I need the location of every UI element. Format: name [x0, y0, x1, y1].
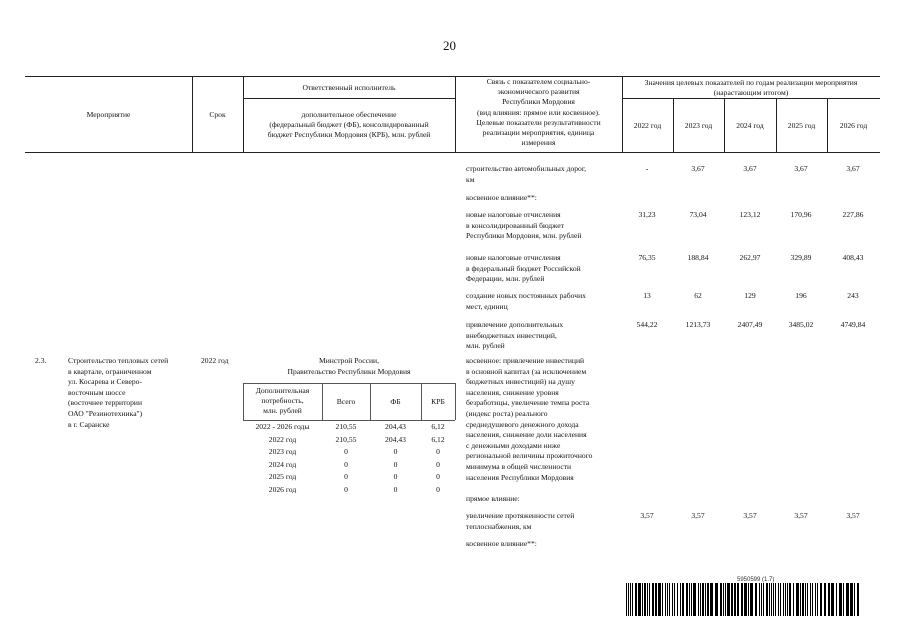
barcode-bar [632, 583, 633, 616]
barcode-bar [744, 583, 747, 616]
barcode-bars [626, 583, 860, 616]
funding-table-rule [243, 420, 455, 421]
funding-header-line: млн. рублей [263, 406, 302, 415]
barcode-bar [805, 583, 806, 616]
barcode-bar [737, 583, 739, 616]
indirect-line: населения, снижение уровня [466, 387, 559, 397]
barcode-bar [741, 583, 743, 616]
barcode-bar [810, 583, 811, 616]
header-values [622, 78, 880, 98]
value-cell: 3,67 [743, 164, 757, 173]
barcode-bar [655, 583, 657, 616]
indirect-line: минимума в общей численности [466, 461, 572, 471]
header-year: 2022 год [633, 121, 662, 130]
barcode-bar [647, 583, 648, 616]
barcode-bar [750, 583, 753, 616]
barcode-bar [723, 583, 724, 616]
indicator-line: Республики Мордовия, млн. рублей [466, 231, 582, 241]
item-title-line: в г. Саранске [68, 419, 110, 429]
indicator-line: мест, единиц [466, 301, 508, 311]
funding-cell: 0 [436, 459, 440, 469]
barcode-bar [705, 583, 706, 616]
header-funding-line: бюджет Республики Мордовия (КРБ), млн. рублей [267, 130, 431, 140]
funding-header-total: Всего [336, 397, 356, 406]
funding-cell: 0 [393, 484, 398, 494]
header-funding [243, 110, 455, 141]
indirect-influence-text [466, 356, 592, 483]
barcode-bar [667, 583, 668, 616]
barcode-bar [626, 583, 627, 616]
responsible-split-rule [243, 98, 455, 99]
barcode-bar [652, 583, 654, 616]
header-link-line: (вид влияния: прямое или косвенное). [477, 107, 600, 117]
funding-cell: 0 [344, 459, 348, 469]
barcode-bar [682, 583, 684, 616]
funding-header-line: потребность, [261, 396, 304, 405]
value-cell: 3,67 [846, 164, 860, 173]
barcode-bar [771, 583, 772, 616]
item-number: 2.3. [35, 356, 47, 365]
funding-row [243, 435, 455, 448]
funding-cell: 0 [393, 472, 398, 481]
barcode-bar [850, 583, 853, 616]
header-link [455, 77, 622, 148]
indirect-line: бюджетных инвестиций) на душу [466, 377, 575, 387]
value-cell: 227,86 [842, 210, 864, 219]
value-cell: 4749,84 [840, 320, 866, 329]
barcode-bar [628, 583, 629, 616]
value-cell: 3,57 [743, 511, 757, 520]
indicator-line: строительство автомобильных дорог, [466, 164, 586, 173]
indicator-line: новые налоговые отчисления [466, 253, 561, 262]
funding-cell: 2024 год [268, 459, 297, 469]
funding-cell: 210,55 [335, 422, 357, 431]
barcode-bar [775, 583, 776, 616]
responsible-line: Минстрой России, [318, 356, 379, 365]
barcode-image [626, 583, 860, 616]
funding-row [243, 485, 455, 498]
barcode-bar [680, 583, 681, 616]
funding-table-rule [455, 383, 456, 420]
value-cell: 408,43 [842, 253, 864, 262]
barcode-bar [693, 583, 696, 616]
barcode-bar [635, 583, 637, 616]
barcode-bar [769, 583, 770, 616]
header-funding-line: (федеральный бюджет (ФБ), консолидированный [269, 120, 429, 130]
item-title-line: Строительство тепловых сетей [68, 356, 169, 365]
value-cell: 3,57 [640, 511, 654, 520]
barcode-bar [766, 583, 768, 616]
funding-row [243, 422, 455, 435]
header-link-line: экономического развития [497, 87, 580, 97]
barcode-bar [691, 583, 692, 616]
indicator-line: в федеральный бюджет Российской [466, 263, 581, 273]
barcode-bar [807, 583, 808, 616]
funding-table-rule [243, 383, 455, 384]
header-top-rule [25, 76, 880, 77]
barcode-bar [755, 583, 757, 616]
item-title [68, 356, 168, 430]
indicator-line: привлечение дополнительных [466, 320, 564, 329]
indicator-text [466, 164, 586, 185]
direct-influence-label: прямое влияние: [466, 494, 520, 503]
barcode-bar [689, 583, 690, 616]
barcode-bar [715, 583, 718, 616]
header-values-line: (нарастающим итогом) [713, 88, 789, 98]
indicator-text [466, 253, 581, 285]
header-term: Срок [209, 110, 226, 119]
value-cell: 243 [847, 291, 859, 300]
barcode-bar [707, 583, 709, 616]
indicator-line: в консолидированный бюджет [466, 220, 564, 230]
barcode-bar [785, 583, 786, 616]
funding-row [243, 472, 455, 485]
barcode-bar [725, 583, 726, 616]
indicator-line: Федерации, млн. рублей [466, 274, 545, 284]
funding-cell: 2022 год [268, 434, 297, 444]
item-title-line: ул. Косарева и Северо- [68, 377, 143, 387]
item-title-line: восточным шоссе [68, 387, 126, 397]
funding-cell: 0 [436, 447, 440, 456]
indicator-text [466, 320, 563, 352]
barcode-bar [669, 583, 670, 616]
barcode-bar [843, 583, 844, 616]
header-link-line: реализации мероприятия, единица [482, 128, 595, 138]
barcode-bar [854, 583, 855, 616]
value-cell: 76,35 [638, 253, 656, 262]
indicator-text [466, 291, 586, 312]
header-funding-line: дополнительное обеспечение [301, 110, 397, 119]
barcode-bar [731, 583, 733, 616]
indirect-line: с денежными доходами ниже [466, 440, 561, 450]
barcode-bar [644, 583, 646, 616]
indicator-line: млн. рублей [466, 341, 505, 351]
funding-cell: 204,43 [385, 422, 406, 431]
funding-cell: 2022 - 2026 годы [255, 422, 310, 431]
indirect-line: косвенное: привлечение инвестиций [466, 356, 585, 365]
barcode-bar [630, 583, 631, 616]
barcode-bar [793, 583, 794, 616]
barcode-bar [759, 583, 760, 616]
barcode-bar [677, 583, 678, 616]
value-cell: - [645, 164, 649, 173]
funding-cell: 0 [344, 447, 348, 456]
value-cell: 3,67 [794, 164, 808, 173]
responsible-line: Правительство Республики Мордовия [287, 366, 411, 376]
barcode-bar [812, 583, 813, 616]
header-link-line: Республики Мордовия [502, 97, 575, 107]
funding-cell: 0 [344, 472, 348, 481]
funding-cell: 0 [436, 472, 440, 481]
indicator-line: внебюджетных инвестиций, [466, 330, 557, 340]
barcode-bar [665, 583, 666, 616]
barcode-bar [773, 583, 774, 616]
barcode-bar [836, 583, 837, 616]
funding-header-fb: ФБ [390, 397, 401, 406]
item-title-line: в квартале, ограниченном [68, 366, 152, 376]
item-responsible [243, 356, 455, 377]
barcode-bar [857, 583, 859, 616]
header-year: 2024 год [736, 121, 764, 130]
value-cell: 544,22 [636, 320, 658, 329]
indicator-text [466, 210, 581, 242]
indirect-line: населения, снижение доли населения [466, 430, 587, 440]
funding-row [243, 447, 455, 460]
value-cell: 62 [694, 291, 702, 300]
barcode-bar [820, 583, 822, 616]
value-cell: 329,89 [790, 253, 812, 262]
indirect-line: населения Республики Мордовия [466, 472, 574, 482]
value-cell: 170,96 [790, 210, 812, 219]
barcode-bar [686, 583, 688, 616]
indicator-line: увеличение протяженности сетей [466, 511, 575, 520]
indicator-line: теплоснабжения, км [466, 521, 532, 531]
barcode-bar [761, 583, 762, 616]
barcode-bar [800, 583, 801, 616]
value-cell: 188,84 [687, 253, 709, 262]
value-cell: 13 [643, 291, 651, 300]
funding-cell: 6,12 [431, 434, 445, 444]
barcode-bar [662, 583, 663, 616]
funding-cell: 210,55 [335, 434, 357, 444]
indicator-text [466, 511, 574, 532]
barcode-bar [658, 583, 661, 616]
value-cell: 1213,73 [685, 320, 711, 329]
barcode-bar [831, 583, 834, 616]
barcode-bar [763, 583, 764, 616]
funding-cell: 2025 год [268, 472, 297, 481]
header-year: 2025 год [787, 121, 816, 130]
header-measure: Мероприятие [86, 110, 131, 119]
barcode-bar [700, 583, 701, 616]
funding-cell: 2023 год [268, 447, 297, 456]
value-cell: 196 [795, 291, 807, 300]
barcode-bar [727, 583, 730, 616]
barcode-bar [846, 583, 849, 616]
value-cell: 3,57 [794, 511, 808, 520]
funding-cell: 2026 год [268, 484, 297, 494]
item-term: 2022 год [201, 356, 229, 365]
indicator-line: создание новых постоянных рабочих [466, 291, 586, 300]
barcode-bar [789, 583, 791, 616]
header-bottom-rule [25, 152, 880, 153]
barcode-bar [828, 583, 830, 616]
barcode-bar [815, 583, 816, 616]
barcode-bar [783, 583, 784, 616]
barcode-bar [787, 583, 788, 616]
funding-cell: 204,43 [385, 434, 406, 444]
barcode-bar [734, 583, 736, 616]
barcode-bar [698, 583, 699, 616]
barcode-bar [710, 583, 713, 616]
value-cell: 31,23 [638, 210, 656, 219]
funding-cell: 0 [344, 484, 348, 494]
barcode-bar [780, 583, 781, 616]
value-cell: 3,57 [691, 511, 705, 520]
funding-cell: 0 [393, 447, 398, 456]
barcode-caption: 5950599 (1.7) [737, 577, 775, 583]
value-cell: 2407,49 [737, 320, 763, 329]
indirect-line: среднедушевого денежного дохода [466, 419, 579, 429]
value-cell: 3,67 [691, 164, 705, 173]
value-cell: 3485,02 [788, 320, 814, 329]
value-cell: 73,04 [689, 210, 707, 219]
barcode-bar [796, 583, 799, 616]
header-link-line: измерения [521, 138, 556, 148]
barcode-bar [802, 583, 804, 616]
header-year: 2023 год [684, 121, 713, 130]
barcode-bar [817, 583, 818, 616]
header-link-line: Связь с показателем социально- [486, 77, 591, 86]
header-responsible: Ответственный исполнитель [302, 83, 396, 92]
barcode-bar [839, 583, 842, 616]
indirect-influence-label: косвенное влияние**: [466, 539, 537, 548]
barcode-bar [672, 583, 673, 616]
barcode-bar [674, 583, 675, 616]
barcode-bar [649, 583, 650, 616]
header-link-line: Целевые показатели результативности [476, 117, 601, 127]
barcode-bar [748, 583, 749, 616]
item-title-line: ОАО "Резинотехника") [68, 408, 143, 418]
barcode-bar [720, 583, 722, 616]
indirect-line: в основной капитал (за исключением [466, 366, 587, 376]
value-cell: 123,12 [739, 210, 761, 219]
header-values-line: Значения целевых показателей по годам реализации мероприятия [644, 78, 858, 87]
header-year: 2026 год [839, 121, 868, 130]
barcode-bar [702, 583, 704, 616]
indicator-text: косвенное влияние**: [466, 193, 537, 202]
barcode-bar [778, 583, 779, 616]
barcode-bar [642, 583, 643, 616]
value-cell: 129 [744, 291, 756, 300]
funding-cell: 0 [393, 459, 398, 469]
funding-header-line: Дополнительная [255, 386, 310, 395]
value-cell: 3,57 [846, 511, 860, 520]
indicator-line: км [466, 174, 475, 184]
barcode-bar [638, 583, 641, 616]
indirect-line: безработицы, увеличение темпа роста [466, 398, 590, 408]
funding-rows [243, 422, 455, 497]
funding-header-need [243, 386, 322, 416]
item-title-line: (восточнее территории [68, 398, 143, 408]
funding-cell: 6,12 [431, 422, 445, 431]
indirect-line: региональной величины прожиточного [466, 451, 593, 461]
page-number: 20 [443, 38, 456, 53]
funding-cell: 0 [436, 484, 440, 494]
indicator-line: новые налоговые отчисления [466, 210, 561, 219]
barcode-bar [824, 583, 826, 616]
funding-header-krb: КРБ [431, 397, 445, 406]
value-cell: 262,97 [739, 253, 761, 262]
indirect-line: (индекс роста) реального [466, 408, 548, 418]
funding-row [243, 460, 455, 473]
